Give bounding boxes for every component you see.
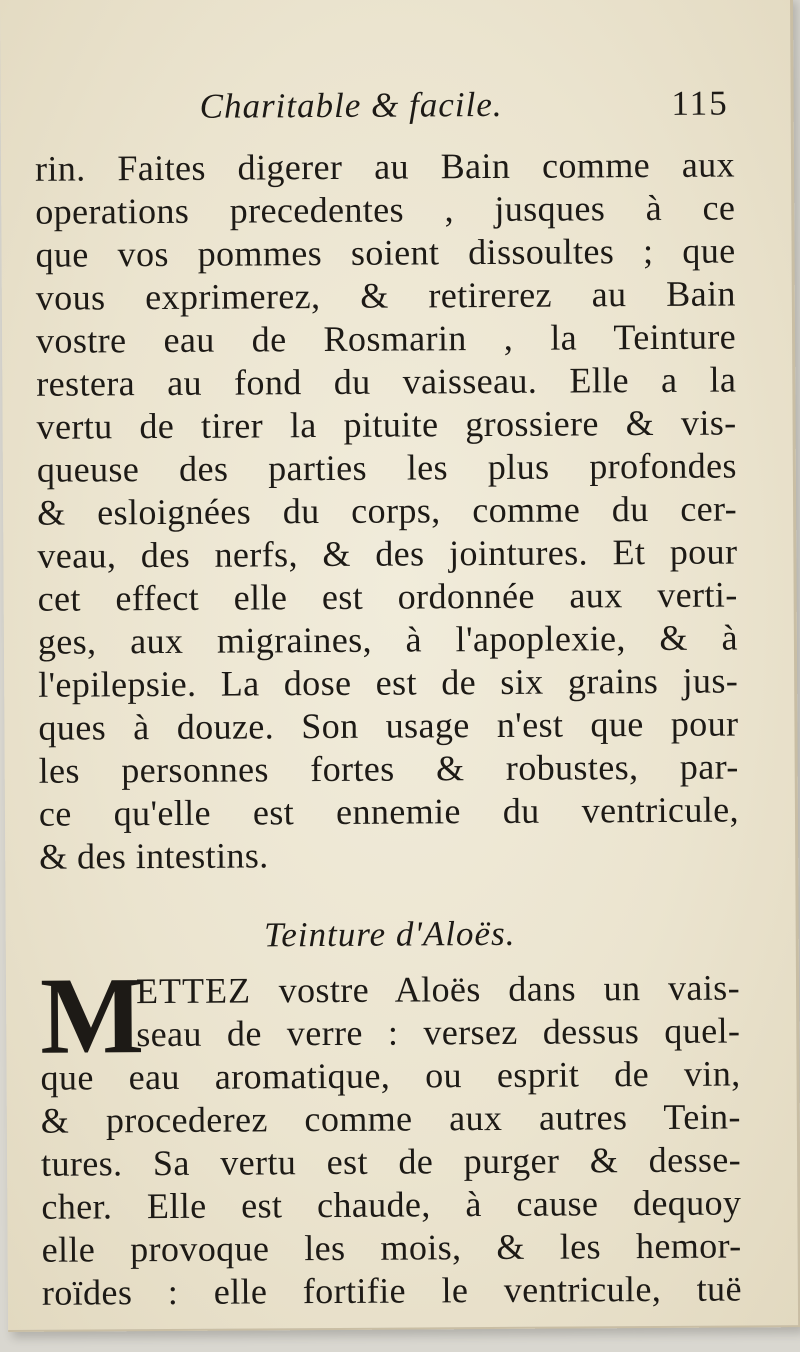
text-line: les personnes fortes & robustes, par- — [38, 746, 739, 791]
text-line: l'epilepsie. La dose est de six grains jus- — [38, 660, 739, 705]
drop-cap: M — [39, 954, 145, 1077]
text-line: seau de verre : versez dessus quel- — [136, 1010, 741, 1055]
text-line: elle provoque les mois, & les hemor- — [41, 1225, 742, 1270]
text-line: rin. Faites digerer au Bain comme aux — [34, 144, 736, 189]
paragraph-rosmarin-tincture — [35, 144, 739, 879]
text-line: tures. Sa vertu est de purger & desse- — [40, 1139, 742, 1184]
first-line-rest: vostre Aloës dans un vais- — [278, 967, 741, 1011]
text-line: que eau aromatique, ou esprit de vin, — [40, 1053, 741, 1098]
page-number: 115 — [671, 83, 729, 123]
running-title: Charitable & facile. — [199, 84, 503, 126]
text-line: cher. Elle est chaude, à cause dequoy — [41, 1182, 742, 1227]
text-line: vostre eau de Rosmarin , la Teinture — [35, 316, 737, 361]
text-line: queuse des parties les plus profondes — [36, 445, 737, 490]
text-line: cet effect elle est ordonnée aux verti- — [37, 574, 738, 619]
text-line: veau, des nerfs, & des jointures. Et pour — [37, 531, 738, 576]
paragraph-aloe-tincture — [39, 954, 743, 1314]
text-block — [35, 80, 743, 1315]
text-line: & procederez comme aux autres Tein- — [40, 1096, 741, 1141]
text-line: operations precedentes , jusques à ce — [35, 187, 736, 232]
text-line-first — [40, 966, 740, 1013]
text-line: que vos pommes soient dissoultes ; que — [35, 230, 736, 275]
section-heading: Teinture d'Aloës. — [263, 913, 516, 955]
text-line: ce qu'elle est ennemie du ventricule, — [38, 789, 740, 834]
text-line: & esloignées du corps, comme du cer- — [37, 488, 738, 533]
text-line-last: & des intestins. — [39, 835, 269, 877]
text-line: vous exprimerez, & retirerez au Bain — [35, 273, 736, 318]
text-line: ges, aux migraines, à l'apoplexie, & à — [37, 617, 739, 662]
text-line: ques à douze. Son usage n'est que pour — [38, 703, 739, 748]
text-line: vertu de tirer la pituite grossiere & vis- — [36, 402, 737, 447]
first-word-rest: ETTEZ — [135, 970, 252, 1012]
text-line: restera au fond du vaisseau. Elle a la — [36, 359, 737, 404]
text-line: roïdes : elle fortifie le ventricule, tuë — [41, 1268, 743, 1313]
running-head — [35, 80, 735, 148]
